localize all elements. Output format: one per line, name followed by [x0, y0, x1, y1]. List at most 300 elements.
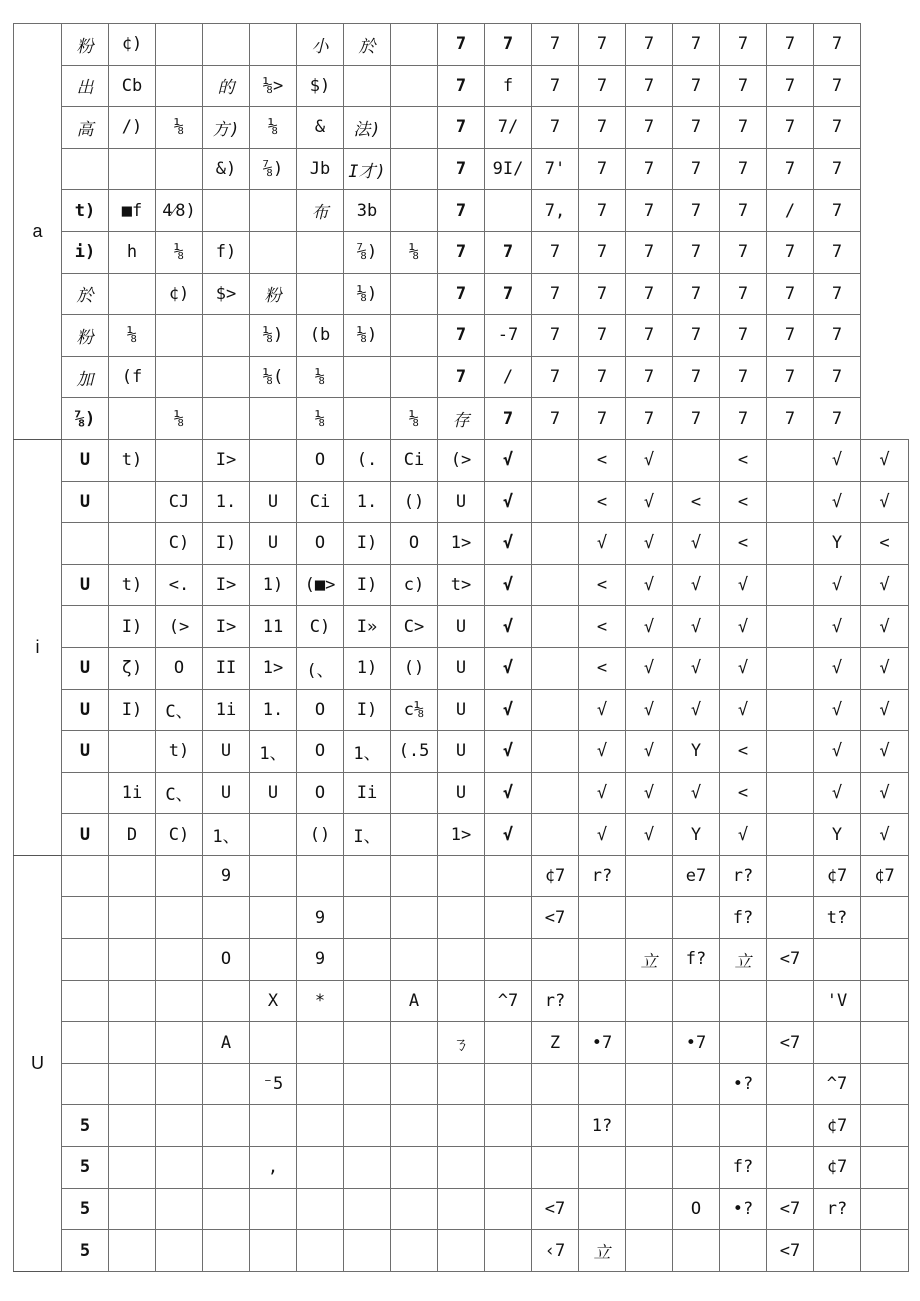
grid-cell: 4⁄8): [156, 190, 203, 232]
grid-cell: 1、: [344, 731, 391, 773]
grid-cell: [62, 1022, 109, 1064]
grid-row: [14, 107, 909, 149]
grid-cell: √: [861, 772, 909, 814]
grid-cell: ⅛: [297, 398, 344, 440]
grid-cell: √: [485, 772, 532, 814]
grid-cell: U: [250, 481, 297, 523]
grid-cell: 7: [814, 356, 861, 398]
grid-cell: <: [579, 439, 626, 481]
grid-cell: ⅛: [391, 398, 438, 440]
grid-cell: [532, 689, 579, 731]
grid-cell: [391, 65, 438, 107]
grid-cell: 於: [344, 24, 391, 66]
grid-cell: [203, 1105, 250, 1147]
grid-cell: √: [814, 647, 861, 689]
grid-cell: [391, 24, 438, 66]
grid-cell: 7: [626, 65, 673, 107]
grid-cell: [250, 398, 297, 440]
grid-cell: (): [391, 647, 438, 689]
grid-cell: [861, 1105, 909, 1147]
grid-cell: U: [203, 731, 250, 773]
grid-cell: 7: [438, 148, 485, 190]
grid-cell: [391, 107, 438, 149]
grid-cell: ¢7: [814, 855, 861, 897]
grid-row: [14, 1063, 909, 1105]
grid-cell: 7: [579, 107, 626, 149]
grid-cell: [344, 1230, 391, 1272]
grid-cell: [861, 1188, 909, 1230]
grid-cell: [250, 1188, 297, 1230]
grid-cell: 9: [203, 855, 250, 897]
grid-cell: [203, 398, 250, 440]
grid-cell: [203, 1063, 250, 1105]
grid-cell: √: [626, 439, 673, 481]
grid-cell: 粉: [250, 273, 297, 315]
grid-cell: (): [391, 481, 438, 523]
grid-cell: 1?: [579, 1105, 626, 1147]
grid-cell: X: [250, 980, 297, 1022]
grid-cell: 7: [767, 65, 814, 107]
grid-cell: [438, 897, 485, 939]
grid-cell: [532, 731, 579, 773]
grid-cell: ⁻5: [250, 1063, 297, 1105]
grid-cell: 7: [532, 107, 579, 149]
grid-cell: [579, 897, 626, 939]
grid-cell: ⅛: [156, 231, 203, 273]
grid-cell: [391, 1022, 438, 1064]
grid-cell: 'V: [814, 980, 861, 1022]
grid-cell: •7: [579, 1022, 626, 1064]
grid-cell: U: [62, 814, 109, 856]
grid-cell: [109, 273, 156, 315]
grid-cell: [814, 1230, 861, 1272]
grid-cell: U: [438, 689, 485, 731]
grid-cell: /: [485, 356, 532, 398]
grid-row: [14, 273, 909, 315]
grid-cell: [532, 814, 579, 856]
grid-cell: [438, 1063, 485, 1105]
grid-cell: 7: [626, 315, 673, 357]
grid-cell: 粉: [62, 24, 109, 66]
grid-cell: 7: [814, 148, 861, 190]
grid-cell: 1): [250, 564, 297, 606]
grid-cell: O: [297, 731, 344, 773]
grid-cell: 7: [673, 107, 720, 149]
grid-cell: I>: [203, 439, 250, 481]
grid-cell: [532, 523, 579, 565]
grid-cell: 布: [297, 190, 344, 232]
grid-row: [14, 481, 909, 523]
grid-cell: t): [109, 439, 156, 481]
grid-cell: [109, 939, 156, 981]
grid-cell: 5: [62, 1230, 109, 1272]
grid-cell: 7: [438, 273, 485, 315]
grid-cell: ⅛>: [250, 65, 297, 107]
grid-cell: [485, 1063, 532, 1105]
grid-cell: I): [344, 523, 391, 565]
grid-cell: [109, 1188, 156, 1230]
grid-cell: √: [861, 606, 909, 648]
grid-cell: √: [626, 689, 673, 731]
grid-cell: [344, 398, 391, 440]
grid-cell: [767, 689, 814, 731]
grid-cell: [673, 897, 720, 939]
grid-cell: [391, 1147, 438, 1189]
grid-cell: •?: [720, 1188, 767, 1230]
grid-cell: O: [297, 689, 344, 731]
grid-cell: (.: [344, 439, 391, 481]
grid-cell: h: [109, 231, 156, 273]
grid-cell: [673, 1063, 720, 1105]
grid-cell: [626, 897, 673, 939]
grid-cell: 7: [673, 398, 720, 440]
grid-cell: 高: [62, 107, 109, 149]
grid-cell: II: [203, 647, 250, 689]
grid-cell: √: [814, 564, 861, 606]
grid-cell: I才): [344, 148, 391, 190]
grid-cell: (.5: [391, 731, 438, 773]
grid-cell: /: [767, 190, 814, 232]
grid-cell: ,: [250, 1147, 297, 1189]
grid-row: [14, 564, 909, 606]
grid-cell: U: [438, 772, 485, 814]
grid-cell: 7: [626, 190, 673, 232]
grid-cell: √: [485, 439, 532, 481]
grid-row: [14, 939, 909, 981]
grid-cell: I): [203, 523, 250, 565]
grid-cell: ⅛: [156, 107, 203, 149]
grid-cell: [344, 356, 391, 398]
grid-cell: [156, 439, 203, 481]
grid-cell: [438, 1147, 485, 1189]
grid-cell: Jb: [297, 148, 344, 190]
grid-cell: 立: [579, 1230, 626, 1272]
grid-cell: C): [156, 523, 203, 565]
grid-cell: [767, 439, 814, 481]
grid-cell: 7: [579, 273, 626, 315]
grid-cell: √: [579, 814, 626, 856]
grid-cell: ¢7: [814, 1105, 861, 1147]
grid-cell: √: [814, 481, 861, 523]
grid-cell: √: [626, 647, 673, 689]
grid-cell: i): [62, 231, 109, 273]
grid-cell: U: [438, 731, 485, 773]
grid-cell: [344, 1105, 391, 1147]
grid-cell: √: [673, 564, 720, 606]
grid-cell: [156, 315, 203, 357]
grid-cell: √: [720, 606, 767, 648]
grid-cell: Ci: [297, 481, 344, 523]
grid-cell: ⅛: [156, 398, 203, 440]
grid-cell: 11: [250, 606, 297, 648]
grid-cell: <: [720, 439, 767, 481]
grid-row: [14, 523, 909, 565]
grid-cell: [767, 814, 814, 856]
grid-cell: 出: [62, 65, 109, 107]
grid-cell: Y: [814, 523, 861, 565]
grid-cell: ⅛: [250, 107, 297, 149]
grid-cell: 7: [767, 231, 814, 273]
group-label: i: [14, 439, 62, 855]
grid-cell: [109, 523, 156, 565]
grid-cell: ⅞): [250, 148, 297, 190]
grid-cell: [297, 1105, 344, 1147]
grid-row: [14, 606, 909, 648]
grid-cell: 5: [62, 1105, 109, 1147]
grid-cell: 1.: [203, 481, 250, 523]
grid-cell: f?: [673, 939, 720, 981]
grid-cell: √: [814, 439, 861, 481]
grid-cell: 的: [203, 65, 250, 107]
grid-cell: [720, 980, 767, 1022]
grid-cell: [62, 606, 109, 648]
grid-cell: √: [814, 772, 861, 814]
grid-cell: ⅛: [109, 315, 156, 357]
grid-cell: [861, 1147, 909, 1189]
grid-cell: [297, 855, 344, 897]
grid-cell: 7: [720, 148, 767, 190]
grid-cell: ■f: [109, 190, 156, 232]
grid-cell: [438, 855, 485, 897]
grid-cell: [673, 980, 720, 1022]
grid-cell: [156, 1147, 203, 1189]
grid-cell: <7: [767, 1188, 814, 1230]
grid-cell: √: [626, 731, 673, 773]
grid-cell: [344, 1022, 391, 1064]
grid-row: [14, 65, 909, 107]
grid-cell: ⅞): [62, 398, 109, 440]
grid-cell: (f: [109, 356, 156, 398]
grid-row: [14, 855, 909, 897]
grid-cell: C、: [156, 689, 203, 731]
grid-cell: [297, 1188, 344, 1230]
grid-cell: 1i: [203, 689, 250, 731]
grid-cell: [391, 148, 438, 190]
grid-cell: t): [109, 564, 156, 606]
grid-cell: ⅛(: [250, 356, 297, 398]
grid-cell: ㄋ: [438, 1022, 485, 1064]
grid-cell: [156, 897, 203, 939]
grid-cell: √: [814, 689, 861, 731]
grid-cell: [438, 1105, 485, 1147]
grid-cell: <: [861, 523, 909, 565]
grid-cell: √: [720, 564, 767, 606]
grid-cell: 7: [720, 190, 767, 232]
grid-cell: <: [579, 647, 626, 689]
grid-cell: [250, 1022, 297, 1064]
grid-cell: 7: [579, 65, 626, 107]
grid-cell: 7: [626, 273, 673, 315]
grid-cell: *: [297, 980, 344, 1022]
grid-cell: 7: [438, 190, 485, 232]
grid-cell: t?: [814, 897, 861, 939]
grid-cell: √: [814, 606, 861, 648]
grid-cell: 7: [579, 398, 626, 440]
grid-cell: [626, 980, 673, 1022]
grid-cell: √: [626, 814, 673, 856]
grid-cell: 7: [438, 356, 485, 398]
grid-row: [14, 231, 909, 273]
grid-cell: [485, 1147, 532, 1189]
grid-cell: c⅛: [391, 689, 438, 731]
grid-cell: U: [62, 564, 109, 606]
grid-cell: [203, 24, 250, 66]
grid-cell: [391, 772, 438, 814]
grid-cell: ¢): [156, 273, 203, 315]
grid-cell: [767, 1105, 814, 1147]
grid-row: [14, 398, 909, 440]
grid-cell: 7: [814, 65, 861, 107]
grid-cell: [203, 1188, 250, 1230]
grid-cell: [203, 1230, 250, 1272]
grid-cell: I): [344, 689, 391, 731]
grid-cell: [391, 814, 438, 856]
grid-cell: ζ): [109, 647, 156, 689]
grid-cell: [109, 1147, 156, 1189]
grid-cell: [532, 606, 579, 648]
grid-row: [14, 647, 909, 689]
grid-cell: <.: [156, 564, 203, 606]
grid-cell: [391, 190, 438, 232]
grid-cell: 7: [626, 231, 673, 273]
grid-cell: [109, 980, 156, 1022]
grid-cell: [767, 897, 814, 939]
grid-cell: [579, 1063, 626, 1105]
grid-row: [14, 772, 909, 814]
grid-cell: [485, 1105, 532, 1147]
grid-cell: ⅛: [391, 231, 438, 273]
grid-cell: O: [391, 523, 438, 565]
grid-row: [14, 1105, 909, 1147]
grid-cell: [391, 939, 438, 981]
grid-cell: [532, 564, 579, 606]
grid-cell: √: [626, 772, 673, 814]
grid-cell: √: [626, 523, 673, 565]
grid-cell: [673, 1147, 720, 1189]
grid-cell: [62, 523, 109, 565]
grid-cell: [767, 481, 814, 523]
grid-cell: [579, 980, 626, 1022]
grid-cell: [203, 1147, 250, 1189]
grid-cell: [109, 398, 156, 440]
grid-cell: f: [485, 65, 532, 107]
grid-cell: 1、: [250, 731, 297, 773]
grid-cell: √: [579, 689, 626, 731]
grid-cell: Cb: [109, 65, 156, 107]
grid-cell: U: [62, 481, 109, 523]
grid-cell: [203, 190, 250, 232]
grid-cell: [344, 897, 391, 939]
grid-cell: [720, 1230, 767, 1272]
grid-cell: [250, 855, 297, 897]
grid-cell: [767, 647, 814, 689]
grid-cell: U: [62, 689, 109, 731]
grid-cell: 1>: [250, 647, 297, 689]
grid-cell: U: [250, 523, 297, 565]
grid-cell: 7: [485, 398, 532, 440]
grid-row: [14, 1022, 909, 1064]
grid-cell: U: [438, 481, 485, 523]
grid-cell: [720, 1022, 767, 1064]
grid-cell: O: [156, 647, 203, 689]
grid-row: [14, 356, 909, 398]
grid-cell: C>: [391, 606, 438, 648]
grid-cell: D: [109, 814, 156, 856]
grid-cell: (>: [156, 606, 203, 648]
grid-cell: [579, 1147, 626, 1189]
grid-row: [14, 148, 909, 190]
grid-cell: 7: [673, 273, 720, 315]
grid-cell: <: [673, 481, 720, 523]
grid-cell: 7: [626, 356, 673, 398]
grid-cell: Ci: [391, 439, 438, 481]
grid-cell: [156, 855, 203, 897]
grid-cell: [250, 24, 297, 66]
grid-cell: [344, 855, 391, 897]
grid-cell: 7': [532, 148, 579, 190]
grid-cell: [250, 439, 297, 481]
grid-cell: [485, 1188, 532, 1230]
grid-cell: 7/: [485, 107, 532, 149]
grid-cell: [485, 897, 532, 939]
grid-row: [14, 731, 909, 773]
grid-cell: ⅛: [297, 356, 344, 398]
grid-cell: r?: [579, 855, 626, 897]
grid-cell: 7: [814, 24, 861, 66]
grid-cell: [156, 65, 203, 107]
grid-cell: √: [861, 689, 909, 731]
grid-cell: U: [203, 772, 250, 814]
grid-cell: 1>: [438, 523, 485, 565]
grid-cell: <7: [767, 1022, 814, 1064]
grid-cell: [156, 148, 203, 190]
grid-cell: (): [297, 814, 344, 856]
grid-cell: O: [203, 939, 250, 981]
grid-cell: 5: [62, 1188, 109, 1230]
grid-cell: C): [156, 814, 203, 856]
grid-cell: ¢7: [814, 1147, 861, 1189]
grid-cell: [156, 939, 203, 981]
grid-cell: ¢7: [861, 855, 909, 897]
grid-cell: [485, 1230, 532, 1272]
grid-cell: √: [485, 689, 532, 731]
grid-cell: 1>: [438, 814, 485, 856]
grid-cell: √: [861, 647, 909, 689]
grid-cell: √: [626, 606, 673, 648]
grid-row: [14, 814, 909, 856]
grid-cell: [62, 939, 109, 981]
grid-cell: [532, 1063, 579, 1105]
grid-cell: 7: [532, 356, 579, 398]
grid-cell: 7: [532, 273, 579, 315]
grid-cell: I): [344, 564, 391, 606]
grid-cell: [156, 24, 203, 66]
grid-cell: U: [438, 647, 485, 689]
grid-cell: ⅛): [344, 273, 391, 315]
grid-cell: <: [720, 772, 767, 814]
grid-cell: 3b: [344, 190, 391, 232]
grid-cell: 7: [720, 231, 767, 273]
grid-cell: [250, 814, 297, 856]
grid-cell: Y: [673, 814, 720, 856]
grid-cell: [203, 315, 250, 357]
grid-cell: 5: [62, 1147, 109, 1189]
grid-cell: [532, 772, 579, 814]
grid-cell: (>: [438, 439, 485, 481]
grid-row: [14, 1147, 909, 1189]
grid-cell: (、: [297, 647, 344, 689]
grid-row: [14, 1188, 909, 1230]
